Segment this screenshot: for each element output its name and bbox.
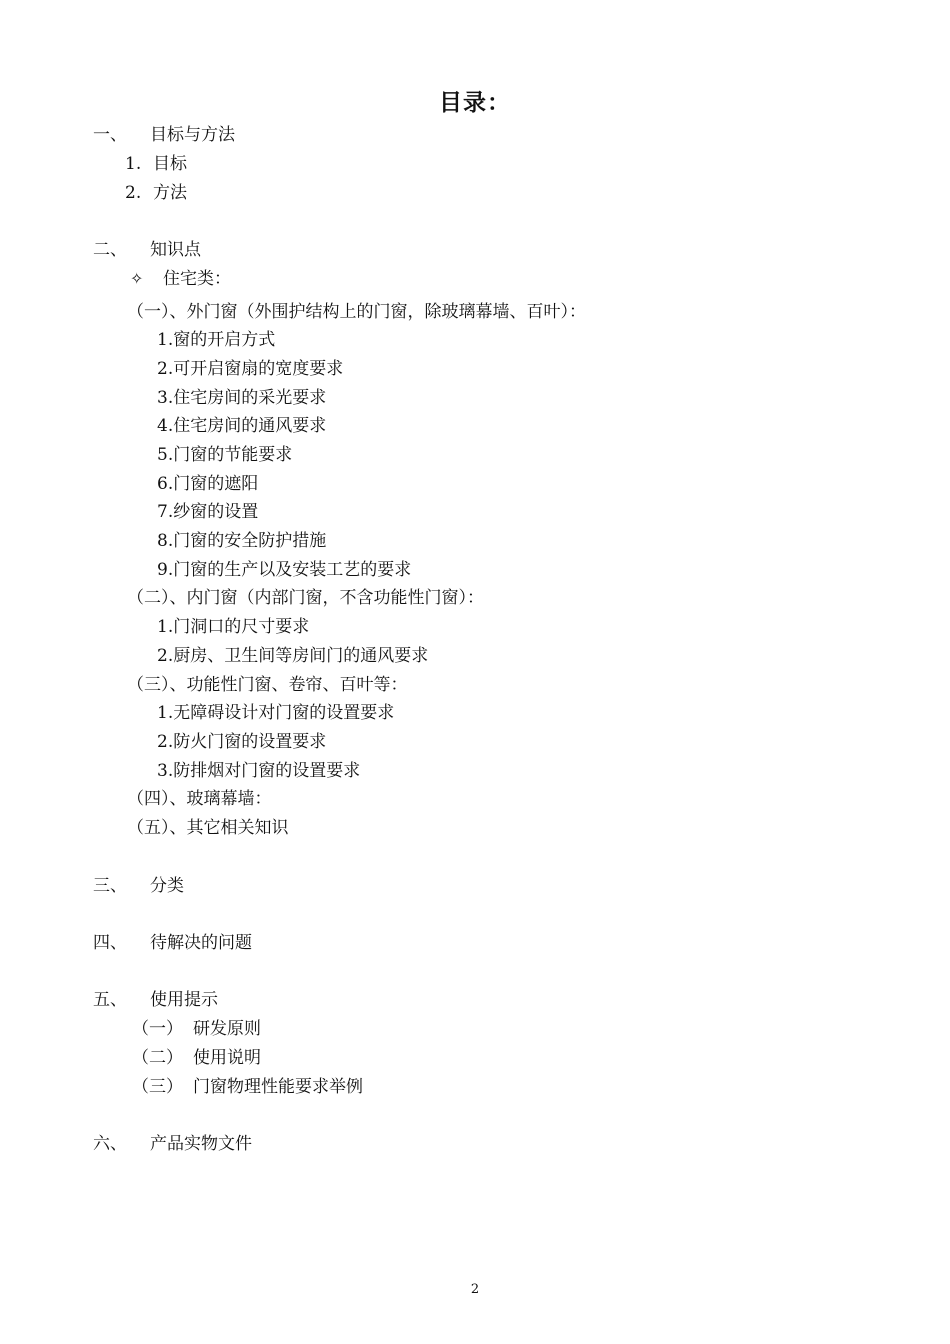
subsection-c-item: 2.防火门窗的设置要求: [157, 732, 327, 752]
page-number: 2: [470, 1282, 480, 1297]
subsection-c-item: 1.无障碍设计对门窗的设置要求: [157, 703, 395, 723]
section-4-label: 待解决的问题: [150, 933, 252, 953]
section-1-label: 目标与方法: [150, 125, 235, 145]
section-5-label: 使用提示: [150, 990, 218, 1010]
subsection-d-label: （四）、玻璃幕墙：: [127, 789, 272, 809]
page-title: 目录：: [439, 90, 511, 116]
subsection-a-item: 6.门窗的遮阳: [157, 474, 259, 494]
section-6-label: 产品实物文件: [150, 1134, 252, 1154]
section-1-item-2-number: 2.: [125, 183, 142, 203]
subsection-a-item: 1.窗的开启方式: [157, 330, 276, 350]
section-1-item-2-label: 方法: [153, 183, 187, 203]
section-5-item-2-label: 使用说明: [193, 1048, 261, 1068]
section-2-label: 知识点: [150, 240, 201, 260]
section-5-number: 五、: [93, 990, 127, 1010]
section-1-number: 一、: [93, 125, 127, 145]
section-5-item-2-number: （二）: [132, 1048, 183, 1068]
section-5-item-1-label: 研发原则: [193, 1019, 261, 1039]
subsection-a-item: 7.纱窗的设置: [157, 502, 259, 522]
subsection-a-item: 2.可开启窗扇的宽度要求: [157, 359, 344, 379]
subsection-b-label: （二）、内门窗（内部门窗，不含功能性门窗）：: [127, 588, 484, 608]
section-2-number: 二、: [93, 240, 127, 260]
section-5-item-3-number: （三）: [132, 1077, 183, 1097]
subsection-a-item: 5.门窗的节能要求: [157, 445, 293, 465]
section-1-item-1-label: 目标: [153, 154, 187, 174]
diamond-bullet-icon: ✧: [130, 269, 144, 288]
subsection-e-label: （五）、其它相关知识: [127, 818, 289, 838]
section-3-number: 三、: [93, 876, 127, 896]
section-5-item-1-number: （一）: [132, 1019, 183, 1039]
subsection-a-item: 9.门窗的生产以及安装工艺的要求: [157, 560, 412, 580]
section-6-number: 六、: [93, 1134, 127, 1154]
subsection-a-item: 3.住宅房间的采光要求: [157, 388, 327, 408]
section-1-item-1-number: 1.: [125, 154, 142, 174]
section-4-number: 四、: [93, 933, 127, 953]
section-3-label: 分类: [150, 876, 184, 896]
subsection-b-item: 1.门洞口的尺寸要求: [157, 617, 310, 637]
subsection-c-label: （三）、功能性门窗、卷帘、百叶等：: [127, 675, 408, 695]
subsection-b-item: 2.厨房、卫生间等房间门的通风要求: [157, 646, 429, 666]
subsection-c-item: 3.防排烟对门窗的设置要求: [157, 761, 361, 781]
section-2-sub-label: 住宅类：: [163, 269, 231, 289]
subsection-a-item: 8.门窗的安全防护措施: [157, 531, 327, 551]
subsection-a-item: 4.住宅房间的通风要求: [157, 416, 327, 436]
subsection-a-label: （一）、外门窗（外围护结构上的门窗，除玻璃幕墙、百叶）：: [127, 302, 586, 322]
section-5-item-3-label: 门窗物理性能要求举例: [193, 1077, 363, 1097]
